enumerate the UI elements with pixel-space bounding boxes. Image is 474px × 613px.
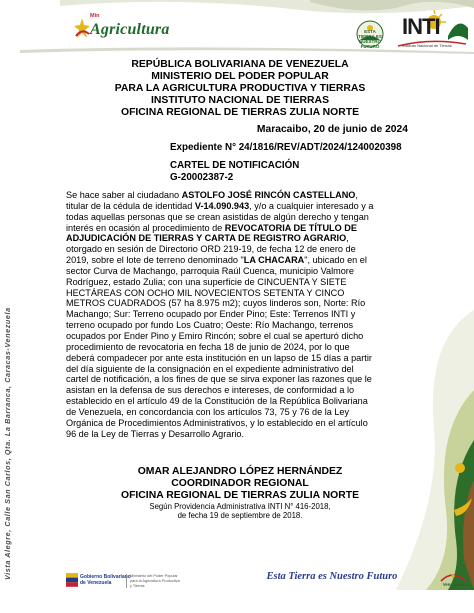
notification-body: [66, 190, 410, 439]
heading-block: [90, 59, 390, 119]
body-text: , y/o a cualquier interesado y a: [249, 200, 374, 211]
agri-logo-small-text: Min: [90, 13, 100, 19]
expediente-number: Expediente N° 24/1816/REV/ADT/2024/1240020398: [170, 142, 402, 153]
heading-line: MINISTERIO DEL PODER POPULAR: [151, 71, 329, 82]
property-name: LA CHACARA: [243, 255, 305, 266]
citizen-name: ASTOLFO JOSÉ RINCÓN CASTELLANO: [181, 190, 356, 200]
gob-main-text: [80, 574, 131, 586]
signatory-name: OMAR ALEJANDRO LÓPEZ HERNÁNDEZ: [137, 466, 343, 477]
inti-logo: [390, 10, 470, 54]
body-line: METROS CUADRADOS (57 ha 8.975 m2); cuyos linderos son, Norte: Río: [66, 298, 366, 309]
providencia-block: [90, 502, 390, 521]
gob-main-line: Gobierno Bolivariano: [80, 574, 131, 580]
body-line: ocupados por Ender Pino y Emiro Rincón; sobre el cual se aperturó dicho: [66, 330, 364, 341]
agri-logo-text: Agricultura: [90, 21, 170, 38]
body-line: deberá compadecer por ante esta institución en un lapso de 15 días a partir: [66, 352, 372, 363]
body-line: [66, 255, 410, 266]
id-number: V-14.090.943: [194, 200, 250, 211]
body-text: 2019, sobre el lote de terreno denominado ": [66, 255, 244, 266]
venezuela-text: Venezuela: [442, 582, 464, 587]
ministry-agriculture-logo: [74, 15, 170, 43]
body-line: [66, 201, 410, 212]
flag-icon: [66, 573, 78, 587]
sun-icon: [455, 463, 465, 473]
signatory-title: COORDINADOR REGIONAL: [171, 478, 309, 490]
body-line: establecido en el artículo 49 de la Constitución de la República Bolivariana: [66, 396, 368, 407]
body-text: ", ubicado en el: [304, 255, 367, 266]
body-line: [66, 223, 410, 234]
inti-logo-subtitle: Instituto Nacional de Tierras: [402, 43, 452, 48]
body-line: [66, 190, 410, 201]
heading-line: REPÚBLICA BOLIVARIANA DE VENEZUELA: [131, 59, 349, 70]
procedure-name: REVOCATORIA DE TÍTULO DE: [224, 222, 357, 233]
body-line: HECTÁREAS CON OCHO MIL NOVECIENTOS SETENTA Y CINCO: [66, 287, 345, 298]
heading-line: PARA LA AGRICULTURA PRODUCTIVA Y TIERRAS: [114, 83, 366, 94]
procedure-name: ADJUDICACIÓN DE TIERRAS Y CARTA DE REGISTRO AGRARIO: [66, 233, 347, 244]
vertical-address: [3, 160, 15, 580]
body-text: titular de la cédula de identidad: [66, 200, 195, 211]
body-line: de Venezuela, en concordancia con los artículos 73, 75 y 76 de la Ley: [66, 406, 350, 417]
cartel-title: CARTEL DE NOTIFICACIÓN: [170, 160, 300, 171]
footer-motto: Esta Tierra es Nuestro Futuro: [266, 571, 398, 582]
venezuela-logo: [438, 570, 468, 590]
signatory-office: OFICINA REGIONAL DE TIERRAS ZULIA NORTE: [120, 490, 360, 502]
gob-main-line: de Venezuela: [80, 580, 112, 586]
body-line: sector Curva de Machango, parroquia Raúl Cuenca, municipio Valmore: [66, 265, 354, 276]
gob-side-text: [126, 574, 180, 588]
gob-side-line: Ministerio del Poder Popular: [130, 574, 178, 578]
body-line: del día siguiente de la consignación en el expediente administrativo del: [66, 363, 354, 374]
body-text: Se hace saber al ciudadano: [66, 190, 182, 200]
body-line: Machango; Sur: Terreno ocupado por Ender Pino; Este: Terrenos INTI y: [66, 309, 356, 320]
agri-leaf-icon: [74, 18, 90, 40]
heading-line: OFICINA REGIONAL DE TIERRAS ZULIA NORTE: [120, 107, 360, 118]
body-line: otorgado en sesión de Directorio ORD 219-19, de fecha 12 de enero de: [66, 244, 356, 255]
body-text: interés en ocasión al procedimiento de: [66, 222, 225, 233]
body-line: [66, 233, 410, 244]
cartel-title-block: [170, 160, 370, 183]
providencia-line: Según Providencia Administrativa INTI N° 416-2018,: [149, 502, 331, 511]
body-line: terreno ocupado por fundo Los Cuatro; Oeste: Río Machango, terrenos: [66, 320, 354, 331]
signature-block: [90, 466, 390, 503]
body-text: ,: [355, 190, 358, 200]
body-text: ,: [346, 233, 349, 244]
gobierno-bolivariano-logo: [66, 572, 196, 590]
gob-side-line: para la Agricultura Productiva: [130, 578, 180, 583]
vertical-address-text: Vista Alegre, Calle San Carlos, Qta. La Barranca, Caracas-Venezuela: [3, 307, 12, 580]
cartel-code: G-20002387-2: [170, 171, 234, 183]
tierra-futuro-logo: [356, 20, 384, 48]
heading-line: INSTITUTO NACIONAL DE TIERRAS: [151, 95, 329, 106]
body-line: asistan en la defensa de sus derechos e intereses, de conformidad a lo: [66, 385, 355, 396]
inti-logo-word: INTI: [402, 14, 440, 39]
providencia-line: de fecha 19 de septiembre de 2018.: [177, 511, 303, 521]
tierra-logo-text: ESTA TIERRA ES NUESTRO FUTURO: [358, 29, 382, 49]
body-line: procedimiento de revocatoria en fecha 18 de junio de 2024, por lo que: [66, 341, 350, 352]
body-line: todas aquellas personas que se crean asistidas de algún derecho y tengan: [66, 211, 369, 222]
body-line: Rodríguez, estado Zulia; con una superficie de CINCUENTA Y SIETE: [66, 276, 347, 287]
body-line: cartel de notificación, a los fines de que se sirva exponer las razones que le: [66, 374, 372, 385]
gob-side-line: y Tierras: [130, 583, 145, 588]
body-line: 96 de la Ley de Tierras y Desarrollo Agrario.: [66, 428, 245, 439]
body-line: Orgánica de Procedimientos Administrativos, y lo establecido en el artículo: [66, 417, 368, 428]
document-date: Maracaibo, 20 de junio de 2024: [256, 124, 408, 135]
